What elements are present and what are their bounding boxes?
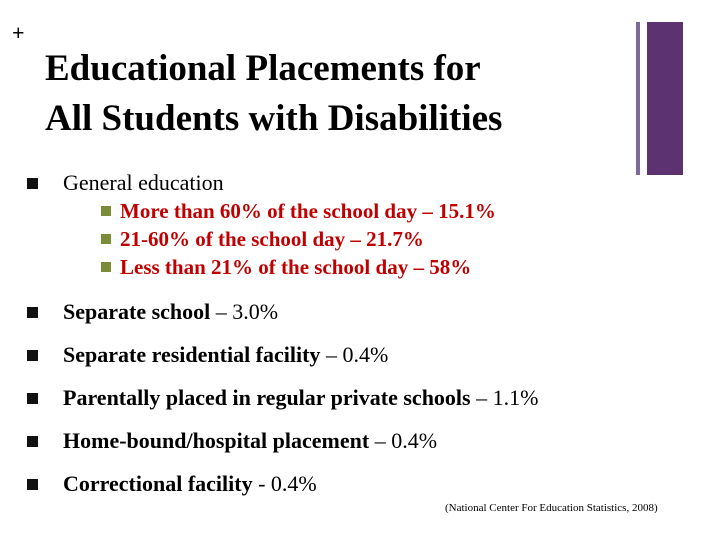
square-bullet-icon (27, 307, 38, 318)
square-bullet-icon (101, 206, 111, 216)
item-label: Separate school (63, 299, 211, 324)
item-label: Parentally placed in regular private schools (63, 385, 471, 410)
title-line-2: All Students with Disabilities (45, 98, 503, 139)
item-value: – 1.1% (470, 385, 539, 410)
item-value: – 0.4% (369, 428, 438, 453)
item-value: - 0.4% (252, 471, 317, 496)
item-label: Home-bound/hospital placement (63, 428, 370, 453)
square-bullet-icon (27, 479, 38, 490)
item-label: Separate residential facility (63, 342, 321, 367)
decorative-thin-bar (636, 22, 640, 175)
list-item (25, 340, 705, 369)
list-item (25, 297, 705, 326)
sub-item-text: Less than 21% of the school day – 58% (120, 255, 472, 279)
citation: (National Center For Education Statistics, 2008) (445, 502, 658, 514)
list-item-general-education (25, 168, 705, 281)
square-bullet-icon (27, 350, 38, 361)
item-value: – 0.4% (320, 342, 389, 367)
plus-icon: + (12, 20, 25, 45)
square-bullet-icon (27, 178, 38, 189)
sub-item-text: 21-60% of the school day – 21.7% (120, 227, 424, 251)
square-bullet-icon (101, 262, 111, 272)
title-line-1: Educational Placements for (45, 48, 481, 89)
placement-list (25, 168, 705, 498)
square-bullet-icon (101, 234, 111, 244)
list-item (25, 426, 705, 455)
item-label: Correctional facility (63, 471, 253, 496)
sub-item (101, 197, 705, 225)
list-item (25, 469, 705, 498)
decorative-purple-block (647, 22, 683, 175)
list-item (25, 383, 705, 412)
item-value: – 3.0% (210, 299, 279, 324)
slide-title (45, 44, 605, 144)
general-education-sublist (63, 197, 705, 281)
sub-item (101, 225, 705, 253)
sub-item (101, 253, 705, 281)
sub-item-text: More than 60% of the school day – 15.1% (120, 199, 496, 223)
general-education-label: General education (63, 170, 224, 195)
square-bullet-icon (27, 393, 38, 404)
square-bullet-icon (27, 436, 38, 447)
